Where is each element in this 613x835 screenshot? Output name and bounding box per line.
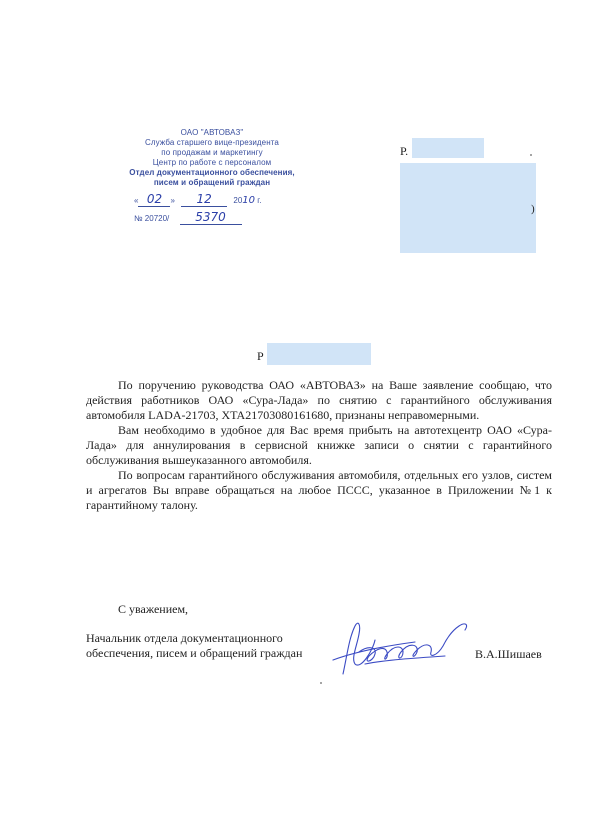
addressee-initial: Р. (400, 144, 409, 158)
stamp-date-suffix: г. (257, 196, 262, 205)
signatory-title (86, 631, 302, 661)
stamp-office-line2: писем и обращений граждан (153, 178, 271, 187)
stamp-center: Центр по работе с персоналом (152, 158, 272, 167)
scan-speck (320, 682, 322, 684)
letter-body (86, 378, 552, 513)
redaction-greeting-name (267, 343, 371, 365)
stamp-org: ОАО "АВТОВАЗ" (180, 128, 244, 137)
registration-stamp (128, 128, 296, 224)
stamp-date-day: 02 (138, 192, 170, 207)
stamp-dept-line2: по продажам и маркетингу (161, 148, 263, 157)
stamp-office-line1: Отдел документационного обеспечения, (129, 168, 295, 177)
body-paragraph-1: По поручению руководства ОАО «АВТОВАЗ» на Ваше заявление сообщаю, что действия работников ОАО «Сура-Лада» по снятию с гарантийного обслуживания автомобиля LADA-21703, XTA21703080161680, признаны неправомерными. (86, 378, 552, 422)
handwritten-signature (325, 616, 475, 680)
addressee-paren: ) (531, 203, 535, 215)
signatory-title-line1: Начальник отдела документационного (86, 631, 283, 645)
stamp-number (134, 210, 294, 224)
stamp-date-year-prefix: 20 (233, 196, 243, 205)
stamp-date-year-suffix: 10 (242, 195, 256, 206)
stamp-dept-line1: Служба старшего вице-президента (145, 138, 279, 147)
greeting-initial: Р (257, 349, 264, 363)
stamp-date-month: 12 (181, 192, 227, 207)
body-paragraph-3: По вопросам гарантийного обслуживания автомобиля, отдельных его узлов, систем и агрегатов Вы вправе обращаться на любое ПССС, указанное в Приложении №1 к гарантийному талону. (86, 468, 552, 512)
scan-speck (530, 154, 532, 156)
body-paragraph-2: Вам необходимо в удобное для Вас время прибыть на автотехцентр ОАО «Сура-Лада» для аннулирования в сервисной книжке записи о снятии с гарантийного обслуживания вышеуказанного автомобиля. (86, 423, 552, 467)
stamp-number-value: 5370 (180, 210, 242, 225)
stamp-number-prefix: № 20720/ (134, 214, 170, 223)
signatory-name: В.А.Шишаев (475, 647, 542, 661)
closing-phrase: С уважением, (118, 602, 189, 616)
redaction-addressee-address (400, 163, 536, 253)
signatory-title-line2: обеспечения, писем и обращений граждан (86, 646, 303, 660)
redaction-addressee-name (412, 138, 484, 158)
stamp-date: « 02 » 12 2010 г. (134, 192, 262, 206)
